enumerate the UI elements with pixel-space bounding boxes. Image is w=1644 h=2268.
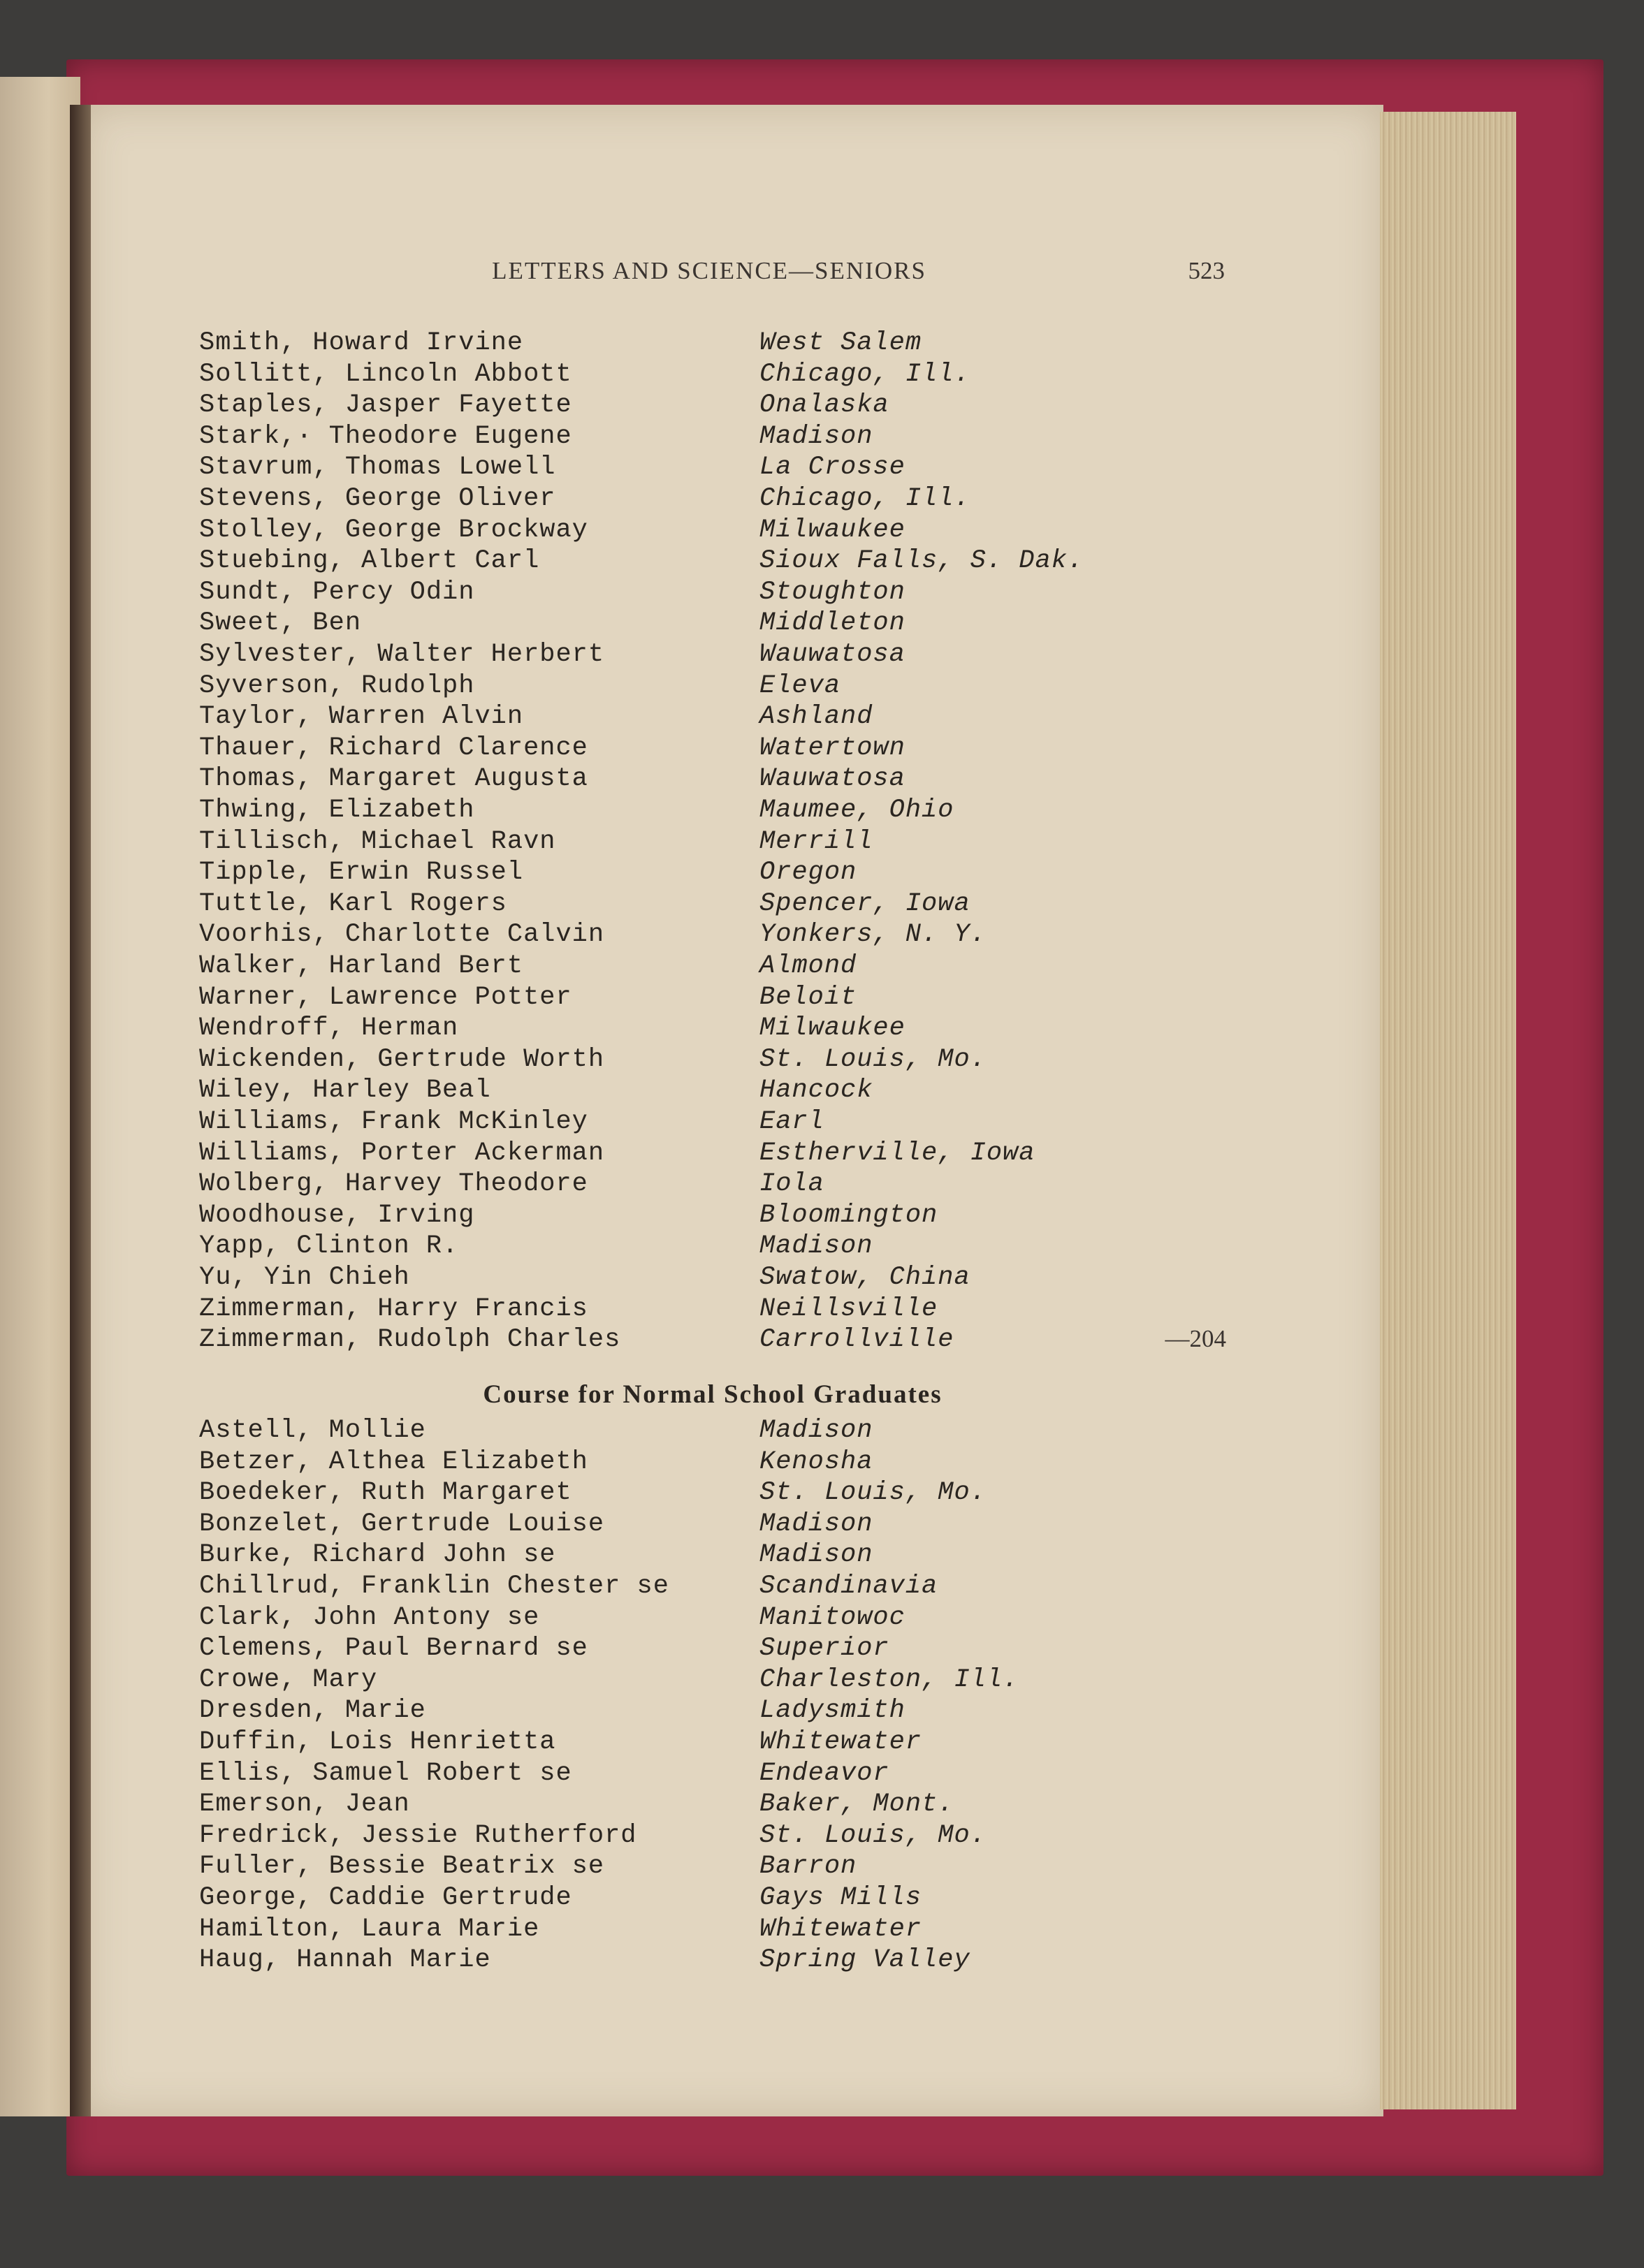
student-name: Sollitt, Lincoln Abbott xyxy=(199,359,572,389)
student-name: Thauer, Richard Clarence xyxy=(199,733,588,763)
student-name: Walker, Harland Bert xyxy=(199,951,524,981)
student-name: Ellis, Samuel Robert se xyxy=(199,1758,572,1788)
hometown: Scandinavia xyxy=(759,1572,938,1601)
student-name: Crowe, Mary xyxy=(199,1665,378,1695)
hometown: Madison xyxy=(759,1416,873,1445)
student-name: Yapp, Clinton R. xyxy=(199,1231,459,1261)
hometown: Sioux Falls, S. Dak. xyxy=(759,546,1084,576)
running-header: LETTERS AND SCIENCE—SENIORS xyxy=(492,257,926,284)
list-item xyxy=(0,546,1644,577)
hometown: Baker, Mont. xyxy=(759,1790,954,1820)
page-number: 523 xyxy=(1188,257,1225,284)
list-item xyxy=(0,951,1644,982)
list-item xyxy=(0,671,1644,702)
list-item xyxy=(0,1790,1644,1820)
student-name: Haug, Hannah Marie xyxy=(199,1945,491,1975)
hometown: Oregon xyxy=(759,858,857,888)
student-name: Astell, Mollie xyxy=(199,1416,426,1445)
hometown: St. Louis, Mo. xyxy=(759,1820,987,1850)
student-name: Chillrud, Franklin Chester se xyxy=(199,1572,669,1601)
hometown: Bloomington xyxy=(759,1200,938,1230)
student-name: Wendroff, Herman xyxy=(199,1014,459,1044)
list-item xyxy=(0,640,1644,671)
list-item xyxy=(0,1572,1644,1602)
list-item xyxy=(0,764,1644,795)
student-name: Stavrum, Thomas Lowell xyxy=(199,453,556,483)
student-name: Sylvester, Walter Herbert xyxy=(199,640,605,669)
hometown: St. Louis, Mo. xyxy=(759,1044,987,1074)
list-item xyxy=(0,1263,1644,1294)
hometown: Maumee, Ohio xyxy=(759,796,954,825)
hometown: Neillsville xyxy=(759,1294,938,1324)
student-name: Clark, John Antony se xyxy=(199,1602,540,1632)
student-name: Stark,· Theodore Eugene xyxy=(199,421,572,451)
list-item xyxy=(0,920,1644,951)
student-name: Burke, Richard John se xyxy=(199,1540,556,1570)
hometown: Iola xyxy=(759,1169,824,1199)
student-name: Sundt, Percy Odin xyxy=(199,577,475,607)
list-item xyxy=(0,1294,1644,1325)
student-name: Bonzelet, Gertrude Louise xyxy=(199,1509,605,1539)
student-name: Hamilton, Laura Marie xyxy=(199,1914,540,1944)
student-name: George, Caddie Gertrude xyxy=(199,1883,572,1912)
list-item xyxy=(0,1416,1644,1447)
student-name: Stevens, George Oliver xyxy=(199,484,556,513)
list-item xyxy=(0,858,1644,888)
list-item xyxy=(0,1665,1644,1696)
list-item xyxy=(0,1759,1644,1790)
student-name: Sweet, Ben xyxy=(199,608,362,638)
student-name: Zimmerman, Rudolph Charles xyxy=(199,1325,621,1355)
hometown: Ladysmith xyxy=(759,1696,905,1726)
student-name: Wolberg, Harvey Theodore xyxy=(199,1169,588,1199)
list-item xyxy=(0,390,1644,421)
hometown: Beloit xyxy=(759,982,857,1012)
hometown: Spring Valley xyxy=(759,1945,970,1975)
list-item xyxy=(0,1509,1644,1540)
hometown: Madison xyxy=(759,421,873,451)
hometown: Madison xyxy=(759,1231,873,1261)
hometown: Watertown xyxy=(759,733,905,763)
list-item xyxy=(0,733,1644,764)
student-name: Thomas, Margaret Augusta xyxy=(199,764,588,794)
list-item xyxy=(0,1325,1644,1356)
hometown: Ashland xyxy=(759,702,873,732)
hometown: Madison xyxy=(759,1540,873,1570)
hometown: Wauwatosa xyxy=(759,764,905,794)
hometown: Swatow, China xyxy=(759,1263,970,1292)
hometown: Gays Mills xyxy=(759,1883,922,1912)
student-name: Clemens, Paul Bernard se xyxy=(199,1634,588,1664)
student-name: Staples, Jasper Fayette xyxy=(199,390,572,420)
hometown: Chicago, Ill. xyxy=(759,484,970,513)
list-item xyxy=(0,1107,1644,1138)
list-item xyxy=(0,796,1644,826)
student-name: Boedeker, Ruth Margaret xyxy=(199,1478,572,1508)
list-item xyxy=(0,1852,1644,1882)
list-item xyxy=(0,422,1644,453)
list-item xyxy=(0,889,1644,920)
list-item xyxy=(0,1883,1644,1914)
list-item xyxy=(0,1821,1644,1852)
student-name: Taylor, Warren Alvin xyxy=(199,702,524,732)
hometown: Whitewater xyxy=(759,1727,922,1757)
section-heading: Course for Normal School Graduates xyxy=(483,1380,943,1409)
hometown: Yonkers, N. Y. xyxy=(759,920,987,950)
student-name: Tuttle, Karl Rogers xyxy=(199,888,507,919)
student-name: Fuller, Bessie Beatrix se xyxy=(199,1852,605,1882)
list-item xyxy=(0,608,1644,639)
student-name: Wiley, Harley Beal xyxy=(199,1076,491,1106)
hometown: Milwaukee xyxy=(759,515,905,545)
student-name: Smith, Howard Irvine xyxy=(199,328,524,358)
hometown: Middleton xyxy=(759,608,905,638)
list-item xyxy=(0,1696,1644,1727)
hometown: Onalaska xyxy=(759,390,889,420)
seniors-total: —204 xyxy=(1165,1325,1226,1353)
list-item xyxy=(0,702,1644,733)
list-item xyxy=(0,1634,1644,1665)
list-item xyxy=(0,1727,1644,1758)
hometown: St. Louis, Mo. xyxy=(759,1478,987,1508)
hometown: Manitowoc xyxy=(759,1602,905,1632)
list-item xyxy=(0,484,1644,515)
student-name: Thwing, Elizabeth xyxy=(199,796,475,825)
hometown: Merrill xyxy=(759,826,873,856)
list-item xyxy=(0,1540,1644,1571)
hometown: Milwaukee xyxy=(759,1014,905,1044)
student-name: Wickenden, Gertrude Worth xyxy=(199,1044,605,1074)
student-name: Zimmerman, Harry Francis xyxy=(199,1294,588,1324)
hometown: Barron xyxy=(759,1852,857,1882)
hometown: Almond xyxy=(759,951,857,981)
student-name: Warner, Lawrence Potter xyxy=(199,982,572,1012)
hometown: Spencer, Iowa xyxy=(759,888,970,919)
list-item xyxy=(0,515,1644,546)
list-item xyxy=(0,1447,1644,1478)
hometown: Estherville, Iowa xyxy=(759,1138,1035,1168)
list-item xyxy=(0,827,1644,858)
list-item xyxy=(0,328,1644,359)
hometown: Madison xyxy=(759,1509,873,1539)
list-item xyxy=(0,1478,1644,1509)
student-name: Syverson, Rudolph xyxy=(199,671,475,701)
student-name: Fredrick, Jessie Rutherford xyxy=(199,1820,637,1850)
student-name: Stolley, George Brockway xyxy=(199,515,588,545)
hometown: Hancock xyxy=(759,1076,873,1106)
student-name: Williams, Porter Ackerman xyxy=(199,1138,605,1168)
student-name: Betzer, Althea Elizabeth xyxy=(199,1447,588,1477)
hometown: Charleston, Ill. xyxy=(759,1665,1019,1695)
hometown: Endeavor xyxy=(759,1758,889,1788)
list-item xyxy=(0,360,1644,390)
hometown: Stoughton xyxy=(759,577,905,607)
list-item xyxy=(0,453,1644,483)
list-item xyxy=(0,983,1644,1014)
student-name: Dresden, Marie xyxy=(199,1696,426,1726)
list-item xyxy=(0,1076,1644,1106)
student-name: Woodhouse, Irving xyxy=(199,1200,475,1230)
hometown: Carrollville xyxy=(759,1325,954,1355)
hometown: Chicago, Ill. xyxy=(759,359,970,389)
student-name: Tillisch, Michael Ravn xyxy=(199,826,556,856)
hometown: Earl xyxy=(759,1107,824,1136)
student-name: Stuebing, Albert Carl xyxy=(199,546,540,576)
list-item xyxy=(0,1139,1644,1169)
hometown: Superior xyxy=(759,1634,889,1664)
hometown: Kenosha xyxy=(759,1447,873,1477)
student-name: Tipple, Erwin Russel xyxy=(199,858,524,888)
list-item xyxy=(0,1945,1644,1976)
student-name: Yu, Yin Chieh xyxy=(199,1263,410,1292)
list-item xyxy=(0,1169,1644,1200)
list-item xyxy=(0,578,1644,608)
list-item xyxy=(0,1201,1644,1231)
list-item xyxy=(0,1915,1644,1945)
hometown: Whitewater xyxy=(759,1914,922,1944)
student-name: Williams, Frank McKinley xyxy=(199,1107,588,1136)
list-item xyxy=(0,1045,1644,1076)
list-item xyxy=(0,1014,1644,1044)
student-name: Emerson, Jean xyxy=(199,1790,410,1820)
hometown: La Crosse xyxy=(759,453,905,483)
list-item xyxy=(0,1231,1644,1262)
student-name: Duffin, Lois Henrietta xyxy=(199,1727,556,1757)
student-name: Voorhis, Charlotte Calvin xyxy=(199,920,605,950)
list-item xyxy=(0,1603,1644,1634)
hometown: West Salem xyxy=(759,328,922,358)
hometown: Wauwatosa xyxy=(759,640,905,669)
hometown: Eleva xyxy=(759,671,841,701)
